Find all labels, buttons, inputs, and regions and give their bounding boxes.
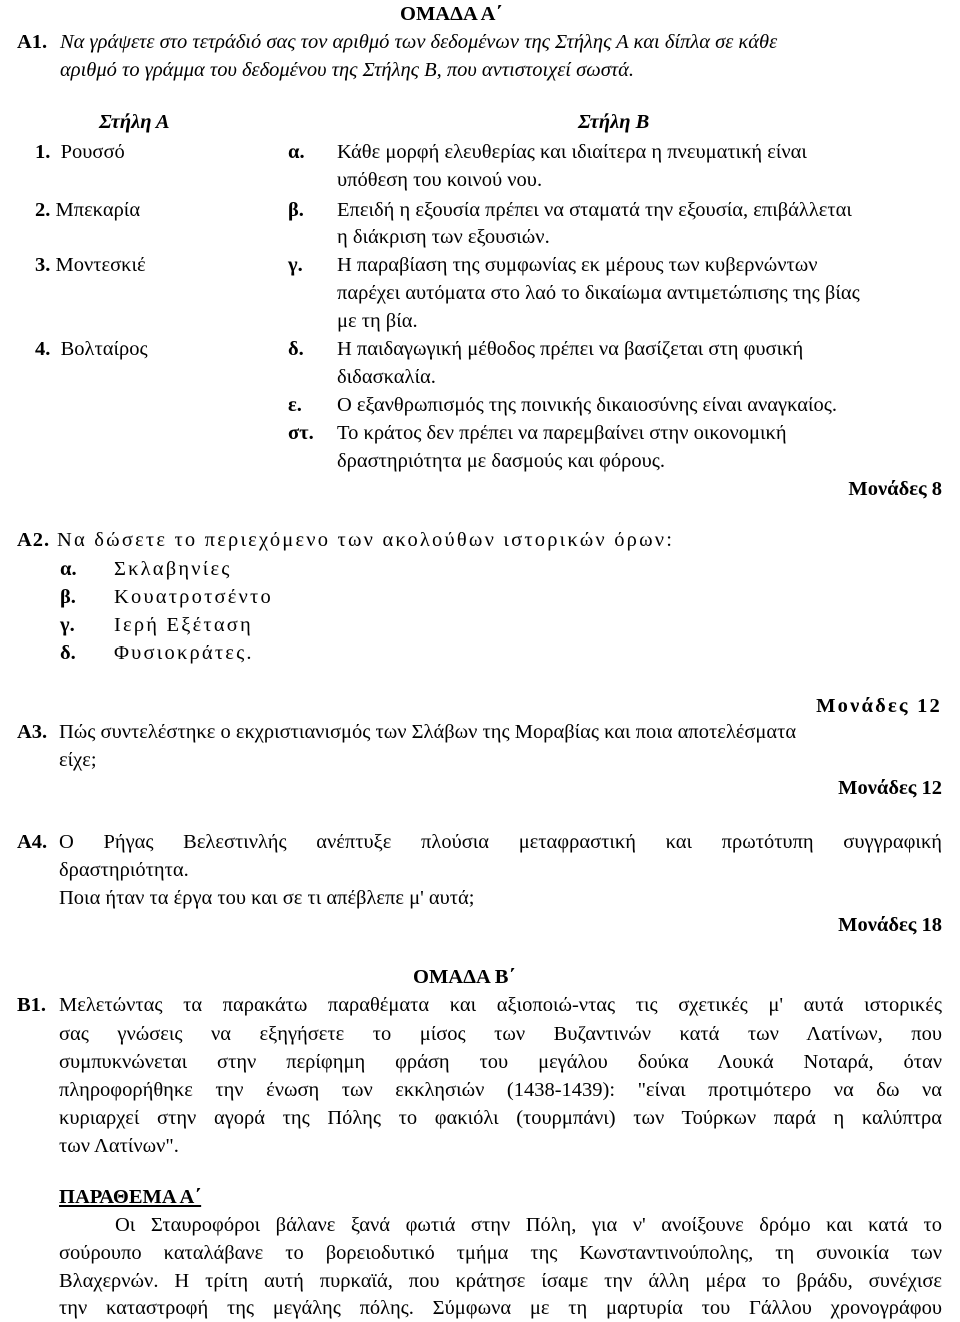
question-a4-label: Α4.	[17, 831, 48, 853]
term-text: Φυσιοκράτες.	[114, 642, 254, 664]
column-b-text: Το κράτος δεν πρέπει να παρεμβαίνει στην οικονομική	[337, 422, 787, 444]
question-b1-text-line: κυριαρχεί στην αγορά της Πόλης το φακιόλι (τουρμπάνι) των Τούρκων παρά η καλύπτρα	[59, 1107, 942, 1129]
points-a1: Μονάδες 8	[848, 478, 942, 500]
column-b-text: Επειδή η εξουσία πρέπει να σταματά την εξουσία, επιβάλλεται	[337, 199, 852, 221]
term-text: Ιερή Εξέταση	[114, 614, 253, 636]
term-letter: α.	[60, 558, 77, 580]
column-b-text: Η παραβίαση της συμφωνίας εκ μέρους των κυβερνώντων	[337, 254, 818, 276]
column-b-text: παρέχει αυτόματα στο λαό το δικαίωμα αντιμετώπισης της βίας	[337, 282, 860, 304]
term-text: Κουατροτσέντο	[114, 586, 273, 608]
column-a-item: 3. Μοντεσκιέ	[35, 254, 146, 276]
question-a4-text-line-3: Ποια ήταν τα έργα του και σε τι απέβλεπε μ' αυτά;	[59, 887, 475, 909]
group-a-title: ΟΜΑΔΑ Α΄	[400, 3, 503, 25]
column-b-text: με τη βία.	[337, 310, 418, 332]
question-b1-text-line: Μελετώντας τα παρακάτω παραθέματα και αξιοποιώ-ντας τις σχετικές μ' αυτά ιστορικές	[59, 994, 942, 1016]
question-a2-prompt: Να δώσετε το περιεχόμενο των ακολούθων ιστορικών όρων:	[57, 529, 675, 551]
term-letter: γ.	[60, 614, 75, 636]
column-b-text: Ο εξανθρωπισμός της ποινικής δικαιοσύνης είναι αναγκαίος.	[337, 394, 838, 416]
question-b1-text-line: των Λατίνων".	[59, 1135, 179, 1157]
source-a-title: ΠΑΡΑΘΕΜΑ Α΄	[59, 1186, 202, 1208]
column-b-text: υπόθεση του κοινού νου.	[337, 169, 543, 191]
question-a3-label: Α3.	[17, 721, 48, 743]
source-a-text-line: Οι Σταυροφόροι βάλανε ξανά φωτιά στην Πόλη, για ν' ανοίξουνε δρόμο και κατά το	[115, 1214, 942, 1236]
group-b-title: ΟΜΑΔΑ Β΄	[413, 966, 516, 988]
source-a-text-line: Βλαχερνών. Η τρίτη αυτή πυρκαϊά, που κράτησε ίσαμε την άλλη μέρα το βράδυ, συνέχισε	[59, 1270, 942, 1292]
column-a-item: 1. Ρουσσό	[35, 141, 125, 163]
question-b1-text-line: πληροφορήθηκε την ένωση των εκκλησιών (1438-1439): "είναι προτιμότερο να δω να	[59, 1079, 942, 1101]
question-a3-text-line-2: είχε;	[59, 749, 97, 771]
column-b-letter: γ.	[288, 254, 303, 276]
source-a-text-line: την καταστροφή της μεγάλης πόλης. Σύμφωνα με τη μαρτυρία του Γάλλου χρονογράφου	[59, 1297, 942, 1319]
question-a2-label: Α2.	[17, 529, 51, 551]
term-letter: β.	[60, 586, 76, 608]
column-a-item: 4. Βολταίρος	[35, 338, 148, 360]
column-a-header: Στήλη Α	[99, 111, 170, 133]
question-b1-label: Β1.	[17, 994, 47, 1016]
column-b-text: Η παιδαγωγική μέθοδος πρέπει να βασίζεται στη φυσική	[337, 338, 804, 360]
column-b-text: η διάκριση των εξουσιών.	[337, 226, 550, 248]
column-a-item: 2. Μπεκαρία	[35, 199, 141, 221]
column-b-text: διδασκαλία.	[337, 366, 436, 388]
points-a3: Μονάδες 12	[838, 777, 942, 799]
column-b-letter: στ.	[288, 422, 314, 444]
term-text: Σκλαβηνίες	[114, 558, 232, 580]
column-b-header: Στήλη Β	[578, 111, 650, 133]
column-b-letter: β.	[288, 199, 304, 221]
question-a4-text-line-2: δραστηριότητα.	[59, 859, 189, 881]
question-a1-label: Α1.	[17, 31, 48, 53]
points-a4: Μονάδες 18	[838, 914, 942, 936]
question-a1-prompt-line-1: Να γράψετε στο τετράδιό σας τον αριθμό των δεδομένων της Στήλης Α και δίπλα σε κάθε	[60, 31, 778, 53]
question-b1-text-line: σας γνώσεις να εξηγήσετε το μίσος των Βυζαντινών κατά των Λατίνων, που	[59, 1023, 942, 1045]
column-b-letter: α.	[288, 141, 305, 163]
source-a-text-line: σούρουπο καταλάβανε το βορειοδυτικό τμήμα της Κωνσταντινούπολης, τη συνοικία των	[59, 1242, 942, 1264]
question-a4-text-line-1: Ο Ρήγας Βελεστινλής ανέπτυξε πλούσια μεταφραστική και πρωτότυπη συγγραφική	[59, 831, 942, 853]
column-b-letter: δ.	[288, 338, 304, 360]
term-letter: δ.	[60, 642, 76, 664]
points-a2: Μονάδες 12	[816, 695, 942, 717]
question-a3-text-line-1: Πώς συντελέστηκε ο εκχριστιανισμός των Σλάβων της Μοραβίας και ποια αποτελέσματα	[59, 721, 797, 743]
question-b1-text-line: συμπυκνώνεται στην περίφημη φράση του μεγάλου δούκα Λουκά Νοταρά, όταν	[59, 1051, 942, 1073]
column-b-text: δραστηριότητα με δασμούς και φόρους.	[337, 450, 665, 472]
question-a1-prompt-line-2: αριθμό το γράμμα του δεδομένου της Στήλης Β, που αντιστοιχεί σωστά.	[60, 59, 635, 81]
column-b-text: Κάθε μορφή ελευθερίας και ιδιαίτερα η πνευματική είναι	[337, 141, 807, 163]
column-b-letter: ε.	[288, 394, 302, 416]
